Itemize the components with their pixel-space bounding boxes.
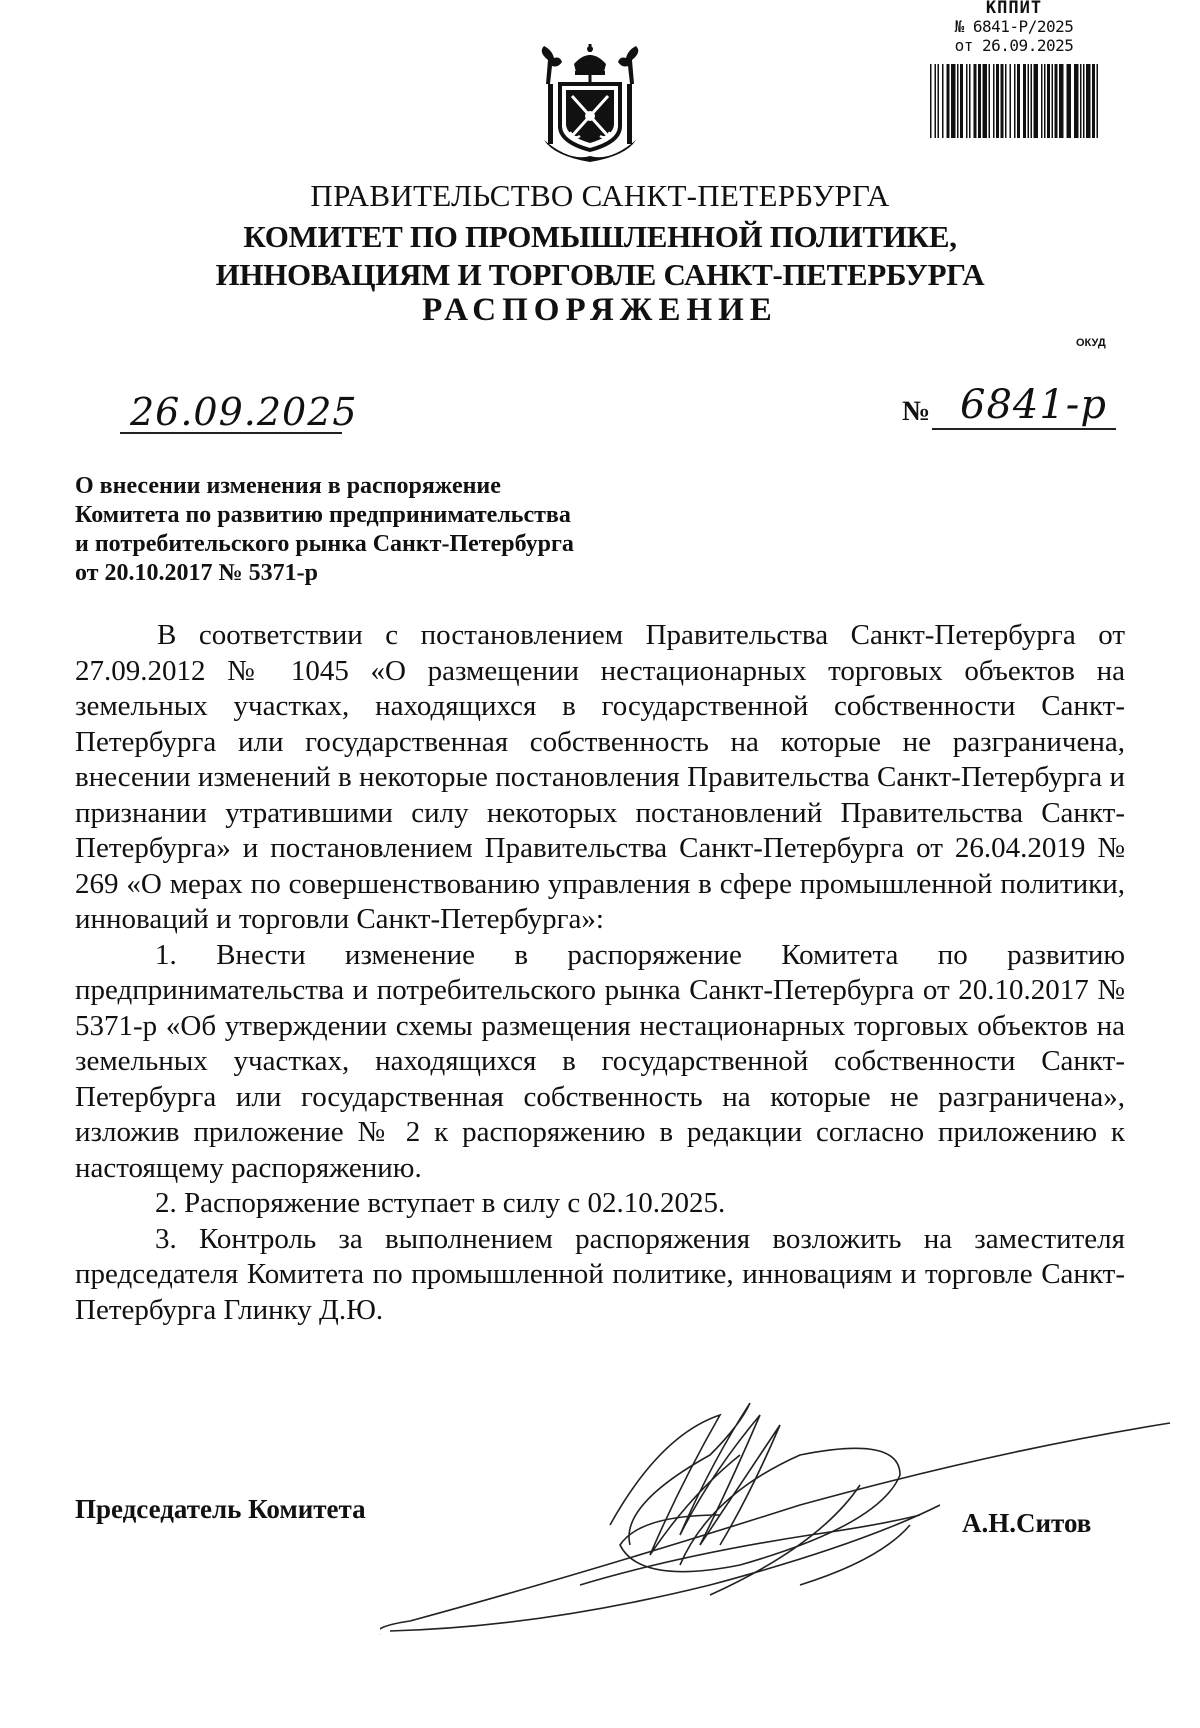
registration-stamp-number: № 6841-Р/2025	[954, 17, 1074, 36]
item-1-paragraph: 1. Внести изменение в распоряжение Комитета по развитию предпринимательства и потребительского рынка Санкт-Петербурга от 20.10.2017 № 5371-р «Об утверждении схемы размещения нестационарных торговых объектов на земельных участках, находящихся в государственной собственности Санкт-Петербурга или государственная собственность на которые не разграничена», изложив приложение № 2 к распоряжению в редакции согласно приложению к настоящему распоряжению.	[75, 938, 1125, 1184]
document-body	[75, 618, 1125, 1328]
barcode-icon	[930, 64, 1098, 138]
number-sign: №	[902, 396, 931, 427]
date-underline	[120, 432, 342, 434]
subject-line-4: от 20.10.2017 № 5371-р	[75, 560, 318, 586]
committee-name-line-1: КОМИТЕТ ПО ПРОМЫШЛЕННОЙ ПОЛИТИКЕ,	[243, 219, 957, 254]
document-subject	[75, 472, 574, 588]
registration-stamp-date: от 26.09.2025	[954, 36, 1074, 55]
registration-stamp	[924, 0, 1104, 140]
signatory-position: Председатель Комитета	[75, 1494, 366, 1524]
coat-of-arms-icon	[530, 44, 650, 162]
item-3-paragraph: 3. Контроль за выполнением распоряжения возложить на заместителя председателя Комитета по промышленной политике, инновациям и торговле Санкт-Петербурга Глинку Д.Ю.	[75, 1222, 1125, 1326]
committee-name	[0, 218, 1200, 294]
number-underline	[932, 428, 1116, 430]
document-number: 6841-р	[960, 382, 1107, 428]
document-date: 26.09.2025	[130, 390, 358, 434]
item-2-paragraph: 2. Распоряжение вступает в силу с 02.10.2025.	[155, 1187, 726, 1219]
preamble-paragraph: В соответствии с постановлением Правительства Санкт-Петербурга от 27.09.2012 № 1045 «О размещении нестационарных торговых объектов на земельных участках, находящихся в государственной собственности Санкт-Петербурга или государственная собственность на которые не разграничена, внесении изменений в некоторые постановления Правительства Санкт-Петербурга и признании утратившими силу некоторых постановлений Правительства Санкт-Петербурга» и постановлением Правительства Санкт-Петербурга от 26.04.2019 № 269 «О мерах по совершенствованию управления в сфере промышленной политики, инноваций и торговли Санкт-Петербурга»:	[75, 619, 1125, 935]
government-title: ПРАВИТЕЛЬСТВО САНКТ-ПЕТЕРБУРГА	[310, 178, 890, 213]
registration-stamp-title: КППИТ	[985, 0, 1043, 18]
signatory-name: А.Н.Ситов	[962, 1508, 1092, 1538]
document-type: РАСПОРЯЖЕНИЕ	[422, 292, 778, 328]
okud-label: ОКУД	[1076, 337, 1106, 349]
subject-line-2: Комитета по развитию предпринимательства	[75, 502, 571, 528]
subject-line-3: и потребительского рынка Санкт-Петербурга	[75, 531, 574, 557]
subject-line-1: О внесении изменения в распоряжение	[75, 473, 501, 499]
committee-name-line-2: ИННОВАЦИЯМ И ТОРГОВЛЕ САНКТ-ПЕТЕРБУРГА	[215, 257, 985, 292]
